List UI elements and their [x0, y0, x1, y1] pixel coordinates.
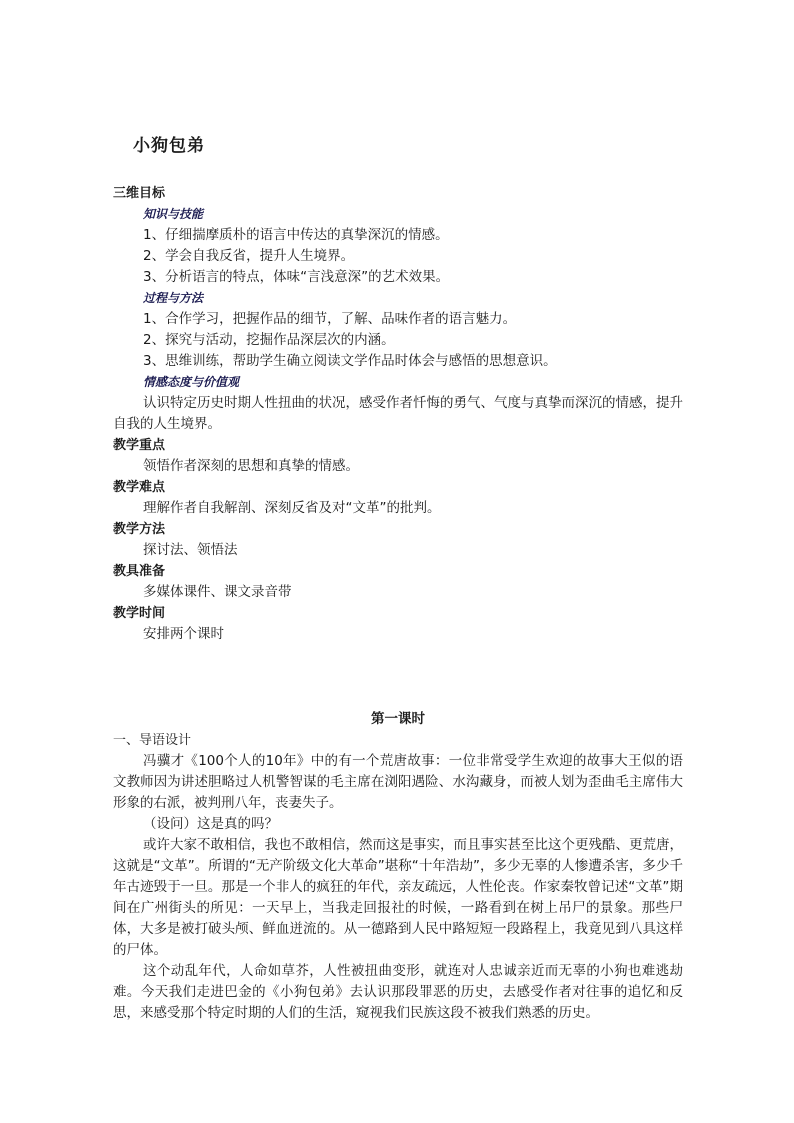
schedule-text: 安排两个课时 [143, 626, 224, 642]
difficulties-heading: 教学难点 [113, 480, 166, 495]
knowledge-skills-label: 知识与技能 [143, 207, 204, 221]
process-item-2: 2、探究与活动，挖掘作品深层次的内涵。 [143, 332, 395, 348]
process-item-1: 1、合作学习，把握作品的细节，了解、品味作者的语言魅力。 [143, 311, 517, 327]
emotion-values-text: 认识特定历史时期人性扭曲的状况，感受作者忏悔的勇气、气度与真挚而深沉的情感，提升自我的人生境界。 [113, 395, 683, 432]
materials-text: 多媒体课件、课文录音带 [143, 584, 292, 600]
document-title: 小狗包弟 [133, 136, 205, 156]
methods-text: 探讨法、领悟法 [143, 542, 238, 558]
process-methods-label: 过程与方法 [143, 291, 204, 305]
lesson-paragraph-3: 或许大家不敢相信，我也不敢相信，然而这是事实，而且事实甚至比这个更残酷、更荒唐，这就是“文革”。所谓的“无产阶级文化大革命”堪称“十年浩劫”，多少无辜的人惨遭杀害，多少千年古迹毁于一旦。那是一个非人的疯狂的年代，亲友疏远，人性伦丧。作家秦牧曾记述“文革”期间在广州街头的所见：一天早上，当我走回报社的时候，一路看到在树上吊尸的景象。那些尸体，大多是被打破头颅、鲜血迸流的。从一德路到人民中路短短一段路程上，我竟见到八具这样的尸体。 [113, 837, 683, 958]
key-points-text: 领悟作者深刻的思想和真挚的情感。 [143, 458, 359, 474]
methods-heading: 教学方法 [113, 522, 166, 537]
lesson-heading: 第一课时 [371, 711, 425, 727]
document-body [113, 183, 683, 1024]
knowledge-item-3: 3、分析语言的特点，体味“言浅意深”的艺术效果。 [143, 269, 450, 285]
difficulties-text: 理解作者自我解剖、深刻反省及对“文革”的批判。 [143, 500, 441, 516]
process-item-3: 3、思维训练，帮助学生确立阅读文学作品时体会与感悟的思想意识。 [143, 353, 557, 369]
key-points-heading: 教学重点 [113, 438, 166, 453]
lesson-paragraph-2: （设问）这是真的吗？ [143, 816, 278, 832]
knowledge-item-2: 2、学会自我反省，提升人生境界。 [143, 248, 355, 264]
lesson-paragraph-1: 冯骥才《100个人的10年》中的有一个荒唐故事：一位非常受学生欢迎的故事大王似的语文教师因为讲述胆略过人机警智谋的毛主席在浏阳遇险、水沟藏身，而被人划为歪曲毛主席伟大形象的右派，被判刑八年，丧妻失子。 [113, 753, 683, 811]
emotion-values-label: 情感态度与价值观 [143, 375, 240, 389]
schedule-heading: 教学时间 [113, 606, 166, 621]
knowledge-item-1: 1、仔细揣摩质朴的语言中传达的真挚深沉的情感。 [143, 227, 449, 243]
objectives-heading: 三维目标 [113, 186, 166, 201]
materials-heading: 教具准备 [113, 564, 166, 579]
intro-heading: 一、导语设计 [113, 733, 192, 748]
lesson-paragraph-4: 这个动乱年代，人命如草芥，人性被扭曲变形，就连对人忠诚亲近而无辜的小狗也难逃劫难。今天我们走进巴金的《小狗包弟》去认识那段罪恶的历史，去感受作者对往事的追忆和反思，来感受那个特定时期的人们的生活，窥视我们民族这段不被我们熟悉的历史。 [113, 963, 683, 1021]
